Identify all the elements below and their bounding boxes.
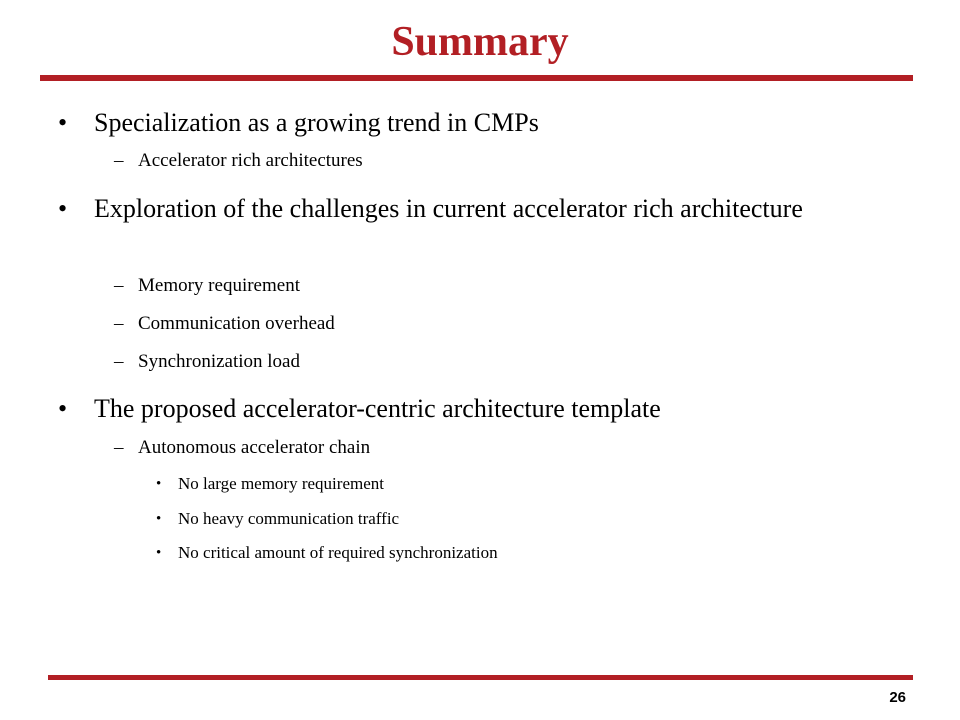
bullet-glyph: •: [58, 394, 68, 423]
bullet-glyph: •: [156, 476, 162, 492]
bullet-glyph: •: [156, 545, 162, 561]
bullet-item: [58, 392, 898, 426]
dash-glyph: –: [114, 150, 124, 171]
bullet-text: The proposed accelerator-centric architecture template: [94, 394, 661, 423]
page-number: 26: [889, 689, 906, 706]
sub-bullet-text: Synchronization load: [138, 351, 300, 372]
footer-divider: [48, 675, 913, 680]
sub-sub-bullet-text: No heavy communication traffic: [178, 509, 400, 528]
sub-bullet-text: Accelerator rich architectures: [138, 150, 363, 171]
sub-bullet-item: [114, 349, 894, 375]
sub-bullet-item: [114, 273, 894, 299]
sub-sub-bullet-text: No critical amount of required synchronization: [178, 543, 498, 562]
sub-sub-bullet-item: [156, 541, 896, 565]
sub-bullet-text: Memory requirement: [138, 275, 300, 296]
sub-bullet-item: [114, 435, 894, 461]
dash-glyph: –: [114, 313, 124, 334]
bullet-glyph: •: [58, 108, 68, 137]
bullet-glyph: •: [156, 511, 162, 527]
bullet-glyph: •: [58, 194, 68, 223]
sub-sub-bullet-item: [156, 472, 896, 496]
dash-glyph: –: [114, 437, 124, 458]
dash-glyph: –: [114, 275, 124, 296]
sub-sub-bullet-item: [156, 507, 896, 531]
sub-bullet-item: [114, 148, 894, 174]
sub-bullet-text: Autonomous accelerator chain: [138, 437, 371, 458]
sub-bullet-text: Communication overhead: [138, 313, 335, 334]
title-divider: [40, 75, 913, 81]
slide-title: Summary: [391, 19, 569, 65]
bullet-item: [58, 192, 898, 226]
dash-glyph: –: [114, 351, 124, 372]
sub-sub-bullet-text: No large memory requirement: [178, 474, 384, 493]
bullet-text: Exploration of the challenges in current accelerator rich architecture: [94, 194, 803, 223]
sub-bullet-item: [114, 311, 894, 337]
bullet-text: Specialization as a growing trend in CMPs: [94, 108, 539, 137]
bullet-item: [58, 106, 898, 140]
